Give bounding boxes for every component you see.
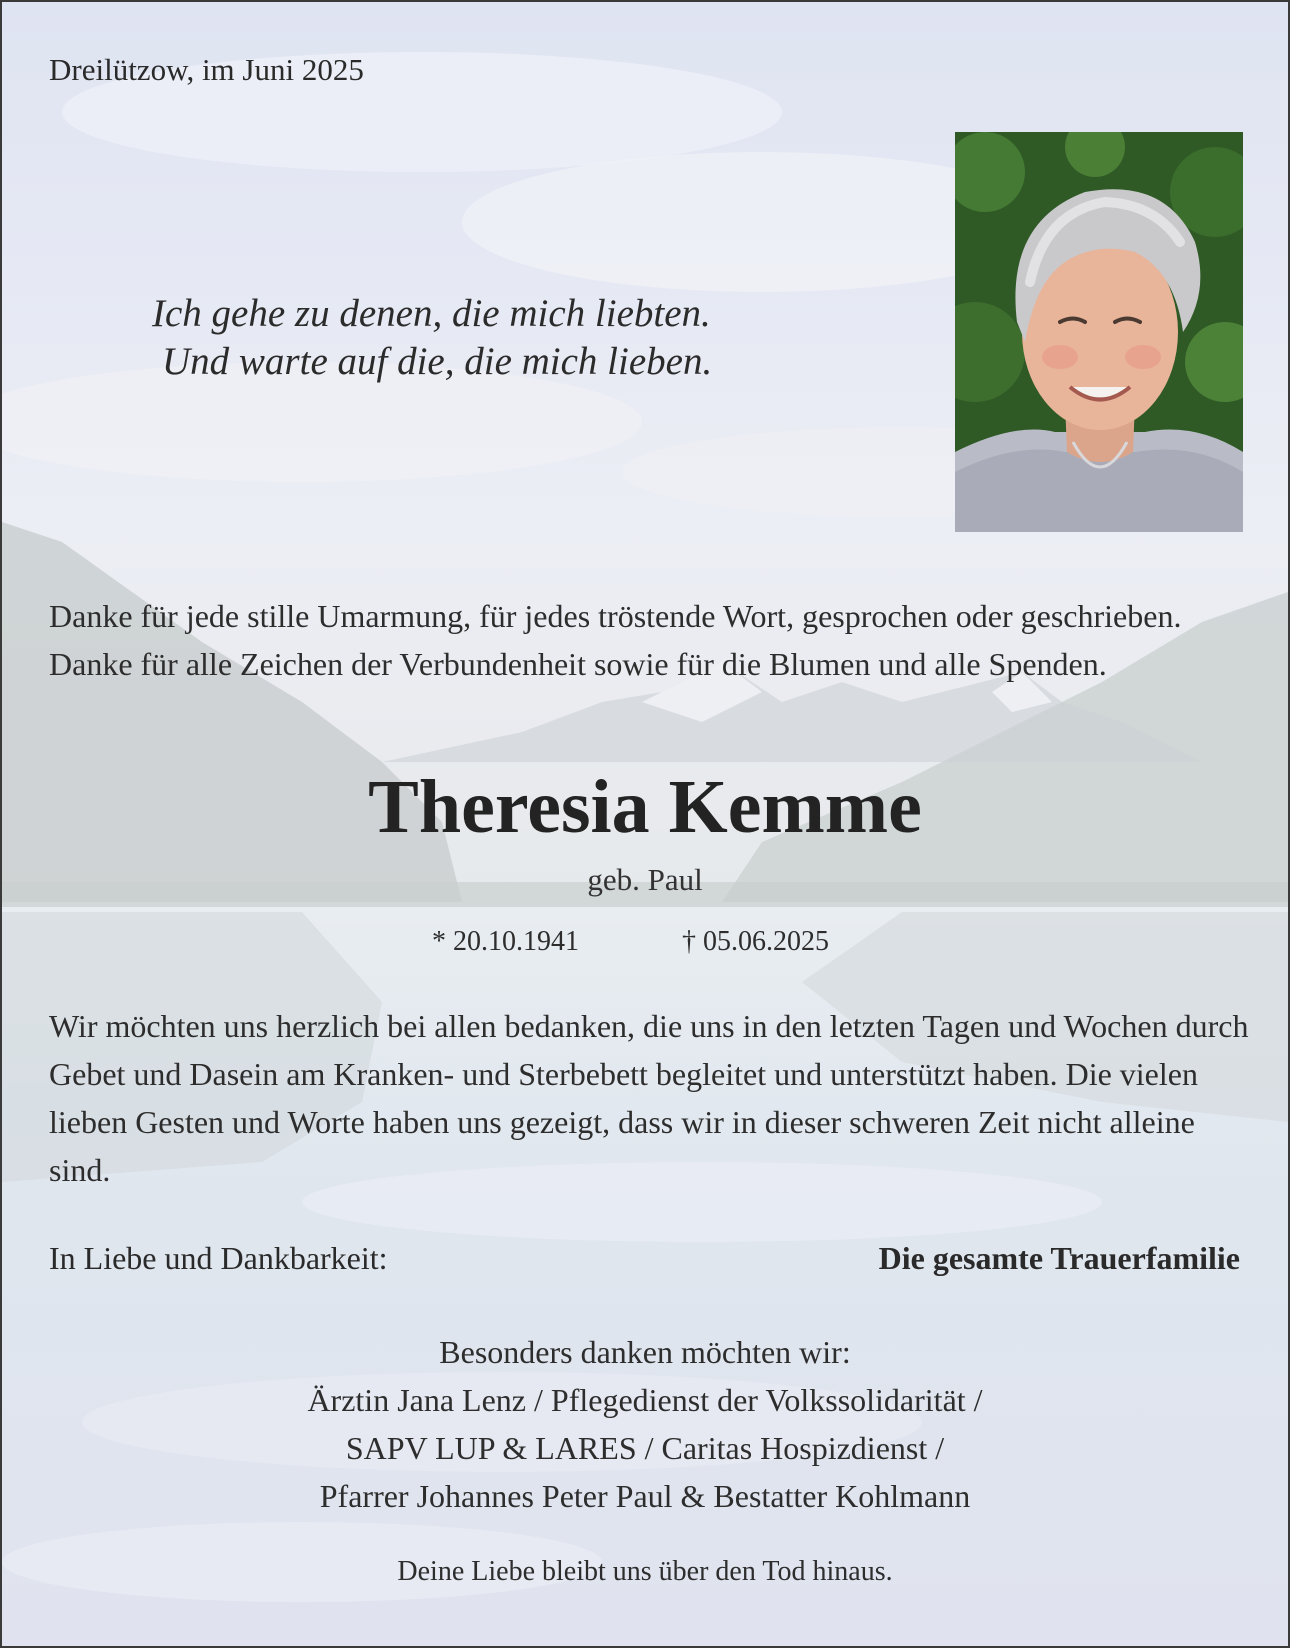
gratitude-paragraph: Wir möchten uns herzlich bei allen bedanken, die uns in den letzten Tagen und Wochen durch Gebet und Dasein am Kranken- und Sterbebett begleitet und unterstützt haben. Die vielen lieben Gesten und Worte haben uns gezeigt, dass wir in dieser schweren Zeit nicht alleine sind.: [49, 1008, 1249, 1188]
portrait-photo: [955, 132, 1243, 532]
quote-line-1: Ich gehe zu denen, die mich liebten.: [152, 292, 711, 335]
quote-line-2: Und warte auf die, die mich lieben.: [162, 340, 713, 383]
place-date: Dreilützow, im Juni 2025: [49, 52, 364, 87]
special-thanks-line-1: Ärztin Jana Lenz / Pflegedienst der Volkssolidarität /: [307, 1382, 983, 1418]
deceased-name: Theresia Kemme: [368, 765, 922, 849]
special-thanks-line-3: Pfarrer Johannes Peter Paul & Bestatter Kohlmann: [319, 1478, 971, 1514]
quote: [142, 290, 802, 386]
special-thanks-heading: Besonders danken möchten wir:: [439, 1334, 851, 1370]
closing-line: Deine Liebe bleibt uns über den Tod hinaus.: [397, 1556, 893, 1587]
thanks-paragraph: Danke für jede stille Umarmung, für jedes tröstende Wort, gesprochen oder geschrieben. Danke für alle Zeichen der Verbundenheit sowie für die Blumen und alle Spenden.: [49, 598, 1182, 682]
special-thanks: [2, 1328, 1288, 1520]
birth-date: * 20.10.1941: [432, 926, 579, 957]
signoff-left: In Liebe und Dankbarkeit:: [49, 1240, 388, 1276]
maiden-name: geb. Paul: [587, 862, 703, 897]
signoff-family: Die gesamte Trauerfamilie: [878, 1240, 1240, 1276]
death-date: † 05.06.2025: [682, 926, 829, 957]
special-thanks-line-2: SAPV LUP & LARES / Caritas Hospizdienst /: [345, 1430, 945, 1466]
